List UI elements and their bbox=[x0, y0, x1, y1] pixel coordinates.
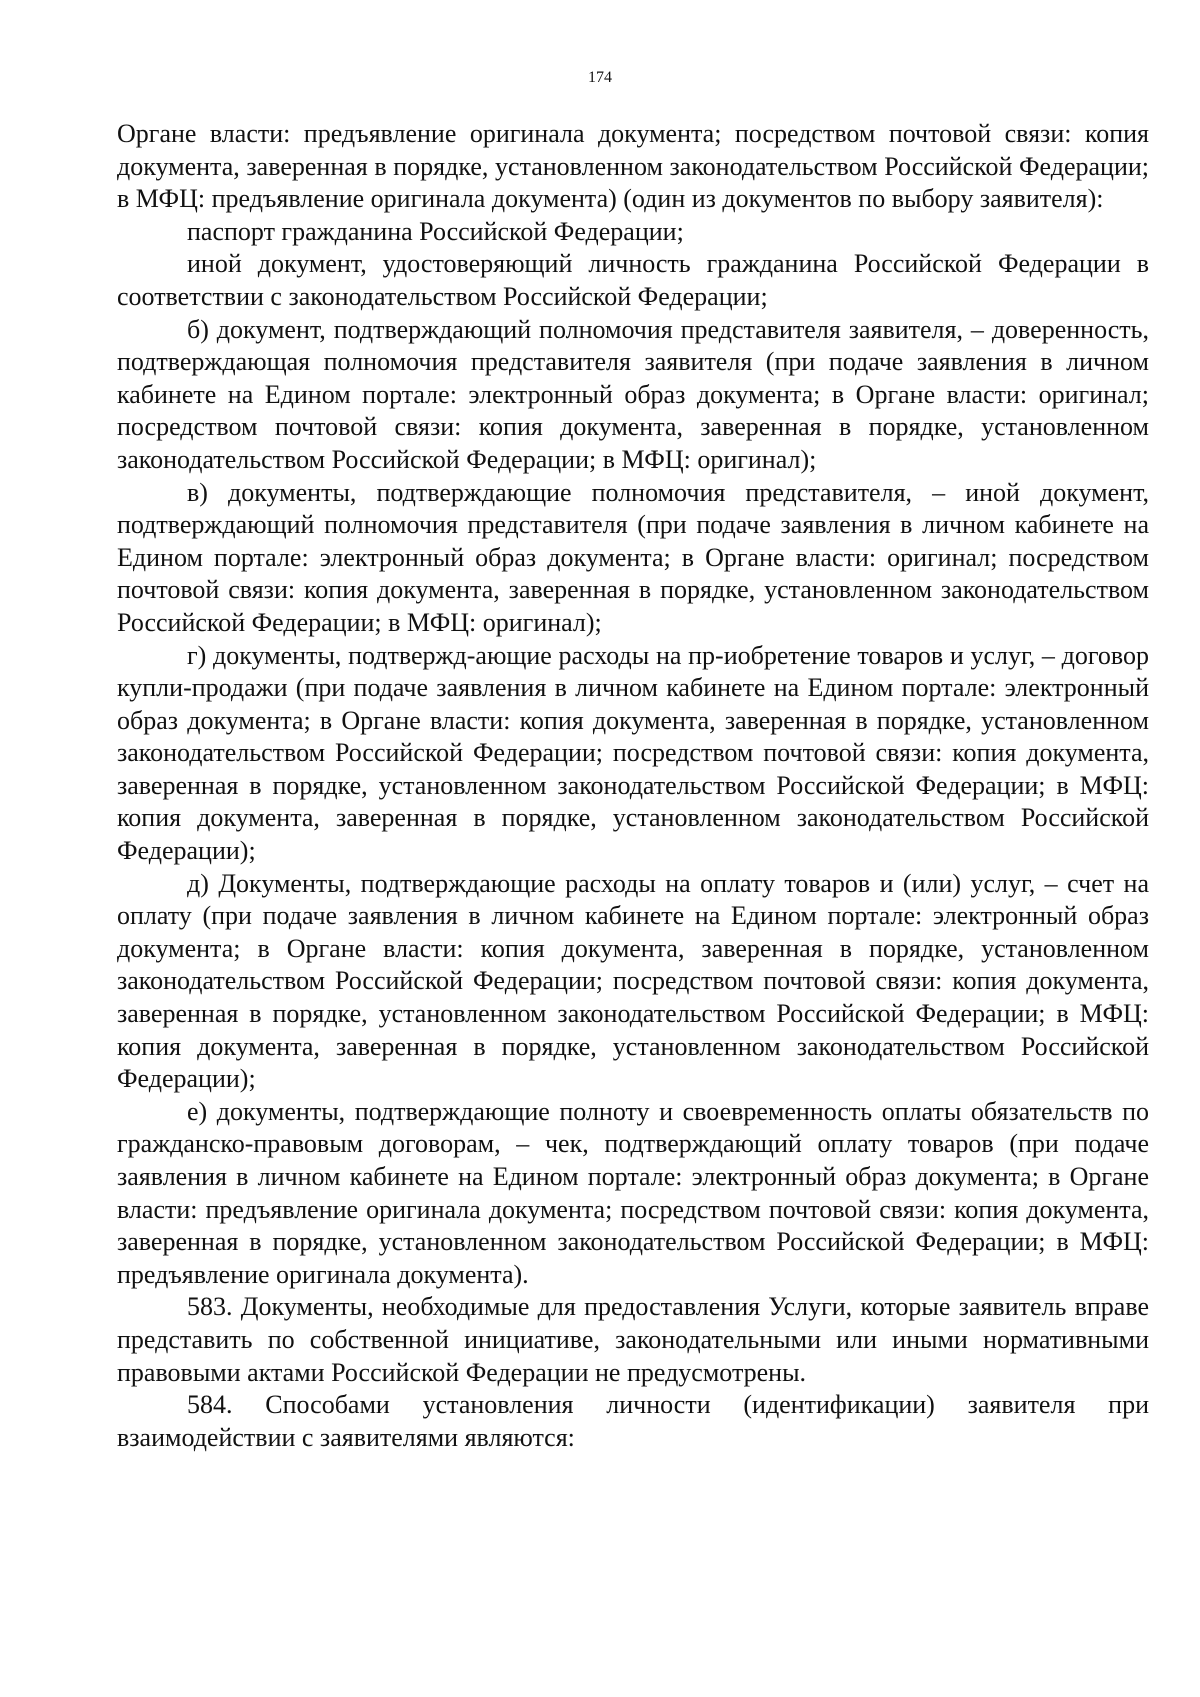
paragraph-item-e: е) документы, подтверждающие полноту и своевременность оплаты обязательств по гражданско-правовым договорам, – чек, подтверждающий оплату товаров (при подаче заявления в личном кабинете на Едином портале: электронный образ документа; в Органе власти: предъявление оригинала документа; посредством почтовой связи: копия документа, заверенная в порядке, установленном законодательством Российской Федерации; в МФЦ: предъявление оригинала документа). bbox=[117, 1096, 1149, 1289]
document-body bbox=[117, 118, 1149, 1454]
paragraph-item-d: д) Документы, подтверждающие расходы на оплату товаров и (или) услуг, – счет на оплату (при подаче заявления в личном кабинете на Едином портале: электронный образ документа; в Органе власти: копия документа, заверенная в порядке, установленном законодательством Российской Федерации; посредством почтовой связи: копия документа, заверенная в порядке, установленном законодательством Российской Федерации; в МФЦ: копия документа, заверенная в порядке, установленном законодательством Российской Федерации); bbox=[117, 868, 1149, 1094]
paragraph-583: 583. Документы, необходимые для предоставления Услуги, которые заявитель вправе представить по собственной инициативе, законодательными или иными нормативными правовыми актами Российской Федерации не предусмотрены. bbox=[117, 1292, 1149, 1387]
paragraph-other-id: иной документ, удостоверяющий личность гражданина Российской Федерации в соответствии с законодательством Российской Федерации; bbox=[117, 249, 1149, 311]
paragraph-passport: паспорт гражданина Российской Федерации; bbox=[187, 216, 684, 246]
paragraph-item-v: в) документы, подтверждающие полномочия представителя, – иной документ, подтверждающий полномочия представителя (при подаче заявления в личном кабинете на Едином портале: электронный образ документа; в Органе власти: оригинал; посредством почтовой связи: копия документа, заверенная в порядке, установленном законодательством Российской Федерации; в МФЦ: оригинал); bbox=[117, 477, 1149, 637]
paragraph-584: 584. Способами установления личности (идентификации) заявителя при взаимодействии с заявителями являются: bbox=[117, 1390, 1149, 1452]
paragraph-item-b: б) документ, подтверждающий полномочия представителя заявителя, – доверенность, подтверждающая полномочия представителя заявителя (при подаче заявления в личном кабинете на Едином портале: электронный образ документа; в Органе власти: оригинал; посредством почтовой связи: копия документа, заверенная в порядке, установленном законодательством Российской Федерации; в МФЦ: оригинал); bbox=[117, 314, 1149, 474]
paragraph-continuation: Органе власти: предъявление оригинала документа; посредством почтовой связи: копия документа, заверенная в порядке, установленном законодательством Российской Федерации; в МФЦ: предъявление оригинала документа) (один из документов по выбору заявителя): bbox=[117, 119, 1149, 214]
page-number: 174 bbox=[588, 69, 612, 86]
paragraph-item-g: г) документы, подтвержд-ающие расходы на пр-иобретение товаров и услуг, – договор купли-продажи (при подаче заявления в личном кабинете на Едином портале: электронный образ документа; в Органе власти: копия документа, заверенная в порядке, установленном законодательством Российской Федерации; посредством почтовой связи: копия документа, заверенная в порядке, установленном законодательством Российской Федерации; в МФЦ: копия документа, заверенная в порядке, установленном законодательством Российской Федерации); bbox=[117, 640, 1149, 866]
